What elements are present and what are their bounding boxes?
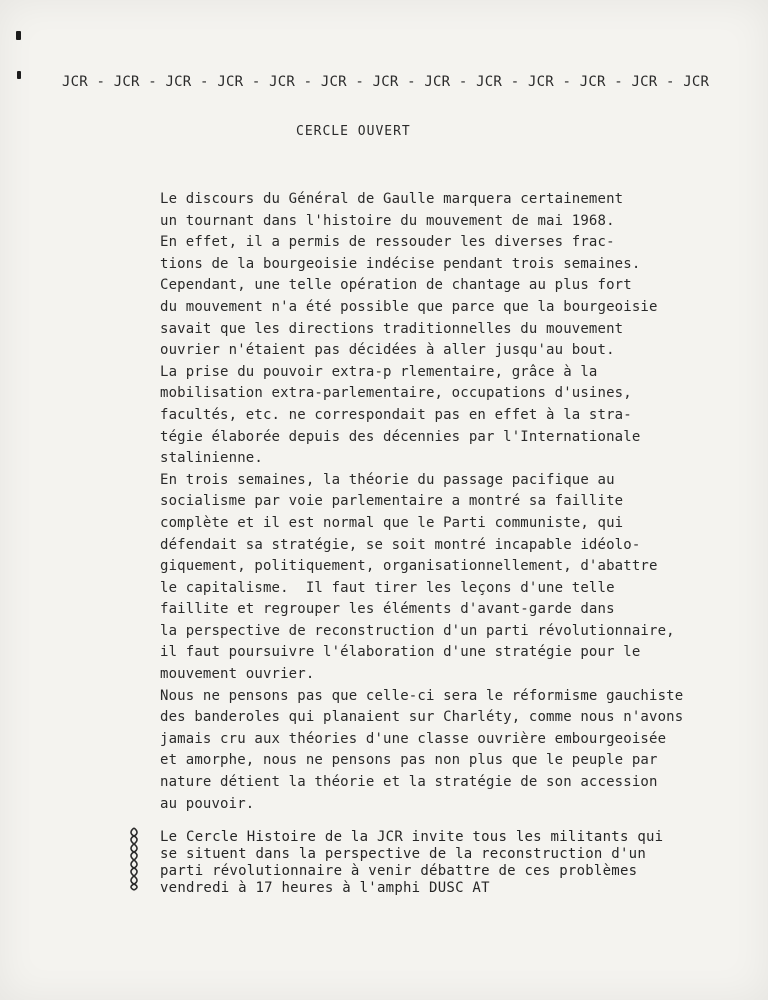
text-line: des banderoles qui planaient sur Charléty, comme nous n'avons xyxy=(160,709,684,726)
text-line: jamais cru aux théories d'une classe ouvrière embourgeoisée xyxy=(160,730,667,747)
punch-hole-mark xyxy=(16,31,21,40)
text-line: La prise du pouvoir extra-p rlementaire, grâce à la xyxy=(160,363,598,380)
text-line: stalinienne. xyxy=(160,450,263,467)
text-line: tions de la bourgeoisie indécise pendant trois semaines. xyxy=(160,255,641,272)
text-line: et amorphe, nous ne pensons pas non plus que le peuple par xyxy=(160,752,658,769)
text-line: au pouvoir. xyxy=(160,795,255,812)
text-line: la perspective de reconstruction d'un parti révolutionnaire, xyxy=(160,622,675,639)
text-line: ouvrier n'étaient pas décidées à aller jusqu'au bout. xyxy=(160,342,615,359)
text-line: défendait sa stratégie, se soit montré incapable idéolo- xyxy=(160,536,641,553)
event-notice xyxy=(160,829,663,897)
notice-line: se situent dans la perspective de la reconstruction d'un xyxy=(160,846,647,862)
body-text xyxy=(160,189,683,815)
text-line: socialisme par voie parlementaire a montré sa faillite xyxy=(160,493,624,510)
text-line: il faut poursuivre l'élaboration d'une stratégie pour le xyxy=(160,644,641,661)
text-line: Nous ne pensons pas que celle-ci sera le réformisme gauchiste xyxy=(160,687,684,704)
text-line: faillite et regrouper les éléments d'avant-garde dans xyxy=(160,601,615,618)
notice-line: parti révolutionnaire à venir débattre de ces problèmes xyxy=(160,863,638,879)
text-line: mobilisation extra-parlementaire, occupations d'usines, xyxy=(160,385,632,402)
text-line: complète et il est normal que le Parti communiste, qui xyxy=(160,514,624,531)
notice-line: Le Cercle Histoire de la JCR invite tous les militants qui xyxy=(160,829,664,845)
text-line: du mouvement n'a été possible que parce que la bourgeoisie xyxy=(160,298,658,315)
text-line: nature détient la théorie et la stratégie de son accession xyxy=(160,774,658,791)
text-line: En trois semaines, la théorie du passage pacifique au xyxy=(160,471,615,488)
text-line: Le discours du Général de Gaulle marquera certainement xyxy=(160,191,624,207)
text-line: un tournant dans l'histoire du mouvement de mai 1968. xyxy=(160,212,615,229)
punch-hole-mark xyxy=(17,71,21,79)
text-line: tégie élaborée depuis des décennies par l'Internationale xyxy=(160,428,641,445)
page-title: CERCLE OUVERT xyxy=(296,124,411,139)
text-line: savait que les directions traditionnelles du mouvement xyxy=(160,320,624,337)
text-line: facultés, etc. ne correspondait pas en effet à la stra- xyxy=(160,406,632,423)
notice-line: vendredi à 17 heures à l'amphi DUSC AT xyxy=(160,880,490,896)
text-line: En effet, il a permis de ressouder les diverses frac- xyxy=(160,234,615,251)
text-line: mouvement ouvrier. xyxy=(160,666,315,683)
header-repeat-line: JCR - JCR - JCR - JCR - JCR - JCR - JCR - JCR - JCR - JCR - JCR - JCR - JCR xyxy=(62,74,710,90)
margin-chain-mark xyxy=(128,826,140,892)
text-line: Cependant, une telle opération de chantage au plus fort xyxy=(160,277,632,294)
text-line: giquement, politiquement, organisationnellement, d'abattre xyxy=(160,558,658,575)
text-line: le capitalisme. Il faut tirer les leçons d'une telle xyxy=(160,579,615,596)
